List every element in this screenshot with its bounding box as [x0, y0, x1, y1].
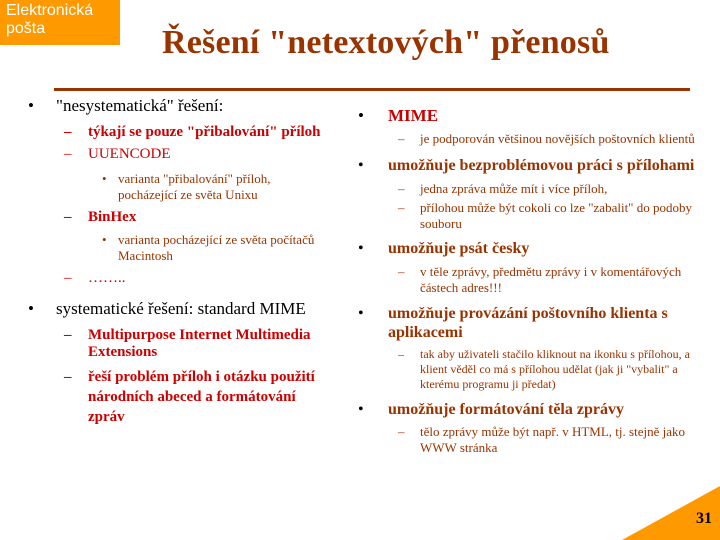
dash-icon: –	[398, 181, 405, 196]
bullet-icon: •	[28, 96, 34, 115]
bullet-icon: •	[358, 305, 364, 322]
sub-uuencode	[28, 146, 328, 163]
sub-text: UUENCODE	[88, 146, 171, 162]
sub-mime-podpora	[358, 131, 703, 147]
dash-icon: –	[64, 270, 72, 286]
dash-icon: –	[398, 200, 405, 215]
subsub-text: varianta "přibalování" příloh, pocházející ze světa Unixu	[118, 171, 271, 202]
sub-ellipsis	[28, 270, 328, 287]
bullet-icon: •	[358, 157, 364, 174]
dash-icon: –	[64, 124, 72, 140]
sub-text: ……..	[88, 270, 126, 286]
sub-text: tělo zprávy může být např. v HTML, tj. stejně jako WWW stránka	[420, 424, 685, 455]
slide-title: Řešení "netextových" přenosů	[162, 24, 610, 61]
sub-prilohy	[28, 124, 328, 141]
sub-html	[358, 424, 703, 456]
sub-vice-priloh	[358, 181, 703, 197]
subsub-binhex	[28, 232, 328, 264]
sub-zabalit	[358, 200, 703, 232]
dash-icon: –	[398, 347, 404, 361]
bullet-icon: •	[358, 401, 364, 418]
bullet-text: "nesystematická" řešení:	[56, 96, 224, 115]
bullet-aplikace	[358, 304, 703, 342]
section-tag	[0, 0, 120, 45]
sub-resi-problem	[28, 367, 328, 427]
dash-icon: –	[64, 327, 72, 343]
bullet-text: systematické řešení: standard MIME	[56, 299, 306, 318]
bullet-nesystematicka	[28, 96, 328, 116]
sub-binhex	[28, 209, 328, 226]
sub-text: jedna zpráva může mít i více příloh,	[420, 181, 608, 196]
section-tag-line2: pošta	[6, 20, 46, 37]
sub-text: týkají se pouze "přibalování" příloh	[88, 124, 321, 140]
bullet-icon: •	[28, 299, 34, 318]
section-tag-line1: Elektronická	[6, 2, 94, 19]
sub-text: přílohou může být cokoli co lze "zabalit" do podoby souboru	[420, 200, 692, 231]
bullet-text: umožňuje formátování těla zprávy	[388, 401, 624, 418]
bullet-icon: •	[102, 171, 107, 186]
bullet-systematicke	[28, 299, 328, 319]
sub-text: řeší problém příloh i otázku použití národních abeced a formátování zpráv	[88, 369, 315, 425]
dash-icon: –	[64, 369, 72, 385]
bullet-text: umožňuje provázání poštovního klienta s aplikacemi	[388, 305, 668, 341]
sub-telo-predmet	[358, 264, 703, 296]
page-number: 31	[696, 510, 712, 527]
sub-text: BinHex	[88, 209, 137, 225]
sub-text: v těle zprávy, předmětu zprávy i v komentářových částech adres!!!	[420, 264, 682, 295]
title-divider	[54, 88, 690, 91]
dash-icon: –	[398, 131, 405, 146]
dash-icon: –	[398, 264, 405, 279]
left-column	[28, 96, 328, 427]
bullet-icon: •	[358, 106, 364, 125]
bullet-text: umožňuje bezproblémovou práci s přílohami	[388, 157, 695, 174]
dash-icon: –	[64, 146, 72, 162]
right-column	[358, 96, 703, 456]
bullet-text: MIME	[388, 106, 439, 125]
bullet-icon: •	[102, 232, 107, 247]
bullet-cesky	[358, 239, 703, 258]
bullet-text: umožňuje psát česky	[388, 240, 530, 257]
bullet-icon: •	[358, 240, 364, 257]
dash-icon: –	[64, 209, 72, 225]
bullet-prilohy	[358, 156, 703, 175]
sub-text: je podporován většinou novějších poštovních klientů	[420, 131, 695, 146]
bullet-formatovani	[358, 400, 703, 419]
sub-text: Multipurpose Internet Multimedia Extensions	[88, 327, 311, 360]
subsub-uuencode	[28, 171, 328, 203]
sub-text: tak aby uživateli stačilo kliknout na ikonku s přílohou, a klient věděl co má s přílohou udělat (jak ji "vybalit" a kterému programu ji předat)	[420, 347, 690, 391]
sub-ikonka	[358, 347, 703, 392]
subsub-text: varianta pocházející ze světa počítačů Macintosh	[118, 232, 315, 263]
sub-multipurpose	[28, 327, 328, 361]
bullet-mime	[358, 106, 703, 125]
dash-icon: –	[398, 424, 405, 439]
